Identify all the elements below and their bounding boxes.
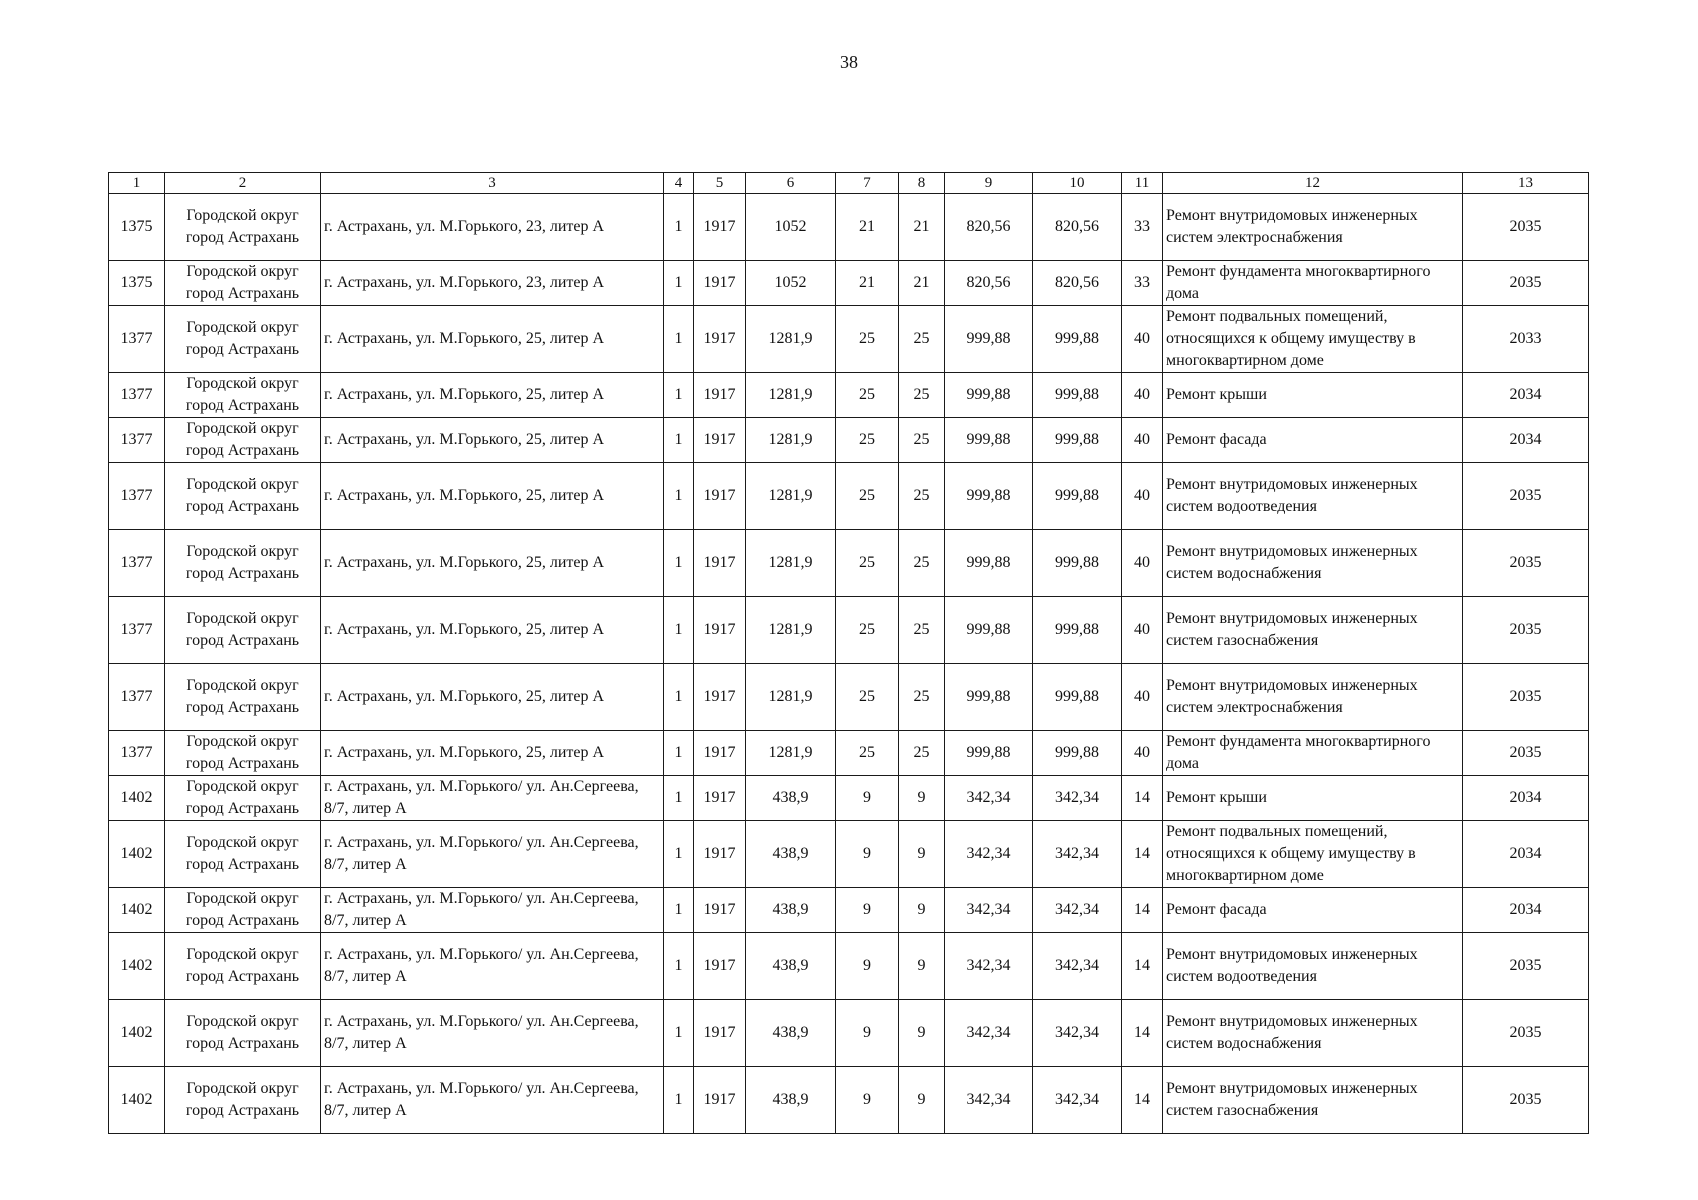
cell-municipality: Городской округ город Астрахань (165, 418, 321, 463)
cell-col-7: 25 (836, 731, 899, 776)
cell-col-7: 21 (836, 194, 899, 261)
cell-work-type: Ремонт крыши (1163, 373, 1463, 418)
cell-col-7: 25 (836, 306, 899, 373)
cell-col-7: 9 (836, 933, 899, 1000)
cell-row-number: 1377 (109, 731, 165, 776)
cell-col-7: 25 (836, 597, 899, 664)
cell-col-10: 999,88 (1033, 664, 1122, 731)
cell-col-8: 25 (899, 373, 945, 418)
cell-address: г. Астрахань, ул. М.Горького/ ул. Ан.Сергеева, 8/7, литер А (321, 821, 664, 888)
cell-col-8: 21 (899, 194, 945, 261)
cell-col-9: 820,56 (945, 261, 1033, 306)
cell-building-type: 1 (664, 261, 694, 306)
cell-col-10: 999,88 (1033, 463, 1122, 530)
cell-planned-year: 2035 (1463, 463, 1589, 530)
cell-row-number: 1377 (109, 418, 165, 463)
cell-build-year: 1917 (694, 821, 746, 888)
cell-address: г. Астрахань, ул. М.Горького/ ул. Ан.Сергеева, 8/7, литер А (321, 1067, 664, 1134)
table-row (109, 597, 1589, 664)
cell-address: г. Астрахань, ул. М.Горького, 25, литер А (321, 530, 664, 597)
cell-col-11: 40 (1122, 306, 1163, 373)
cell-building-type: 1 (664, 530, 694, 597)
cell-col-9: 999,88 (945, 664, 1033, 731)
cell-col-10: 999,88 (1033, 306, 1122, 373)
cell-row-number: 1377 (109, 373, 165, 418)
cell-total-area: 1281,9 (746, 373, 836, 418)
cell-work-type: Ремонт подвальных помещений, относящихся к общему имуществу в многоквартирном доме (1163, 821, 1463, 888)
column-header-1: 1 (109, 173, 165, 194)
cell-work-type: Ремонт крыши (1163, 776, 1463, 821)
cell-row-number: 1377 (109, 530, 165, 597)
cell-col-7: 25 (836, 463, 899, 530)
cell-row-number: 1377 (109, 306, 165, 373)
cell-work-type: Ремонт внутридомовых инженерных систем водоснабжения (1163, 530, 1463, 597)
table-row (109, 1067, 1589, 1134)
cell-col-7: 9 (836, 821, 899, 888)
cell-row-number: 1377 (109, 664, 165, 731)
cell-col-8: 9 (899, 933, 945, 1000)
cell-address: г. Астрахань, ул. М.Горького, 25, литер А (321, 597, 664, 664)
table-row (109, 776, 1589, 821)
table-row (109, 306, 1589, 373)
cell-work-type: Ремонт внутридомовых инженерных систем водоотведения (1163, 933, 1463, 1000)
cell-municipality: Городской округ город Астрахань (165, 1000, 321, 1067)
cell-planned-year: 2034 (1463, 776, 1589, 821)
cell-row-number: 1402 (109, 821, 165, 888)
cell-col-8: 25 (899, 731, 945, 776)
cell-build-year: 1917 (694, 194, 746, 261)
cell-municipality: Городской округ город Астрахань (165, 306, 321, 373)
cell-building-type: 1 (664, 306, 694, 373)
cell-col-11: 14 (1122, 1000, 1163, 1067)
cell-col-11: 14 (1122, 821, 1163, 888)
cell-col-8: 25 (899, 418, 945, 463)
cell-building-type: 1 (664, 776, 694, 821)
column-header-6: 6 (746, 173, 836, 194)
cell-col-8: 9 (899, 776, 945, 821)
cell-build-year: 1917 (694, 1000, 746, 1067)
cell-col-8: 9 (899, 888, 945, 933)
cell-col-8: 9 (899, 1000, 945, 1067)
cell-col-10: 999,88 (1033, 530, 1122, 597)
cell-address: г. Астрахань, ул. М.Горького/ ул. Ан.Сергеева, 8/7, литер А (321, 888, 664, 933)
cell-col-9: 999,88 (945, 731, 1033, 776)
cell-row-number: 1377 (109, 463, 165, 530)
cell-col-8: 25 (899, 530, 945, 597)
cell-col-11: 33 (1122, 261, 1163, 306)
cell-work-type: Ремонт фасада (1163, 888, 1463, 933)
cell-col-7: 25 (836, 418, 899, 463)
cell-col-11: 40 (1122, 664, 1163, 731)
cell-build-year: 1917 (694, 731, 746, 776)
table-header (109, 173, 1589, 194)
cell-col-7: 9 (836, 1000, 899, 1067)
cell-col-8: 25 (899, 597, 945, 664)
cell-build-year: 1917 (694, 463, 746, 530)
cell-address: г. Астрахань, ул. М.Горького, 23, литер А (321, 261, 664, 306)
cell-building-type: 1 (664, 1067, 694, 1134)
cell-building-type: 1 (664, 1000, 694, 1067)
cell-col-10: 999,88 (1033, 731, 1122, 776)
cell-work-type: Ремонт внутридомовых инженерных систем водоснабжения (1163, 1000, 1463, 1067)
cell-total-area: 1281,9 (746, 664, 836, 731)
cell-planned-year: 2035 (1463, 261, 1589, 306)
header-row (109, 173, 1589, 194)
cell-total-area: 1052 (746, 194, 836, 261)
cell-municipality: Городской округ город Астрахань (165, 530, 321, 597)
cell-col-7: 25 (836, 373, 899, 418)
table-row (109, 933, 1589, 1000)
cell-address: г. Астрахань, ул. М.Горького, 25, литер А (321, 373, 664, 418)
table-row (109, 463, 1589, 530)
cell-planned-year: 2035 (1463, 1067, 1589, 1134)
cell-build-year: 1917 (694, 261, 746, 306)
cell-address: г. Астрахань, ул. М.Горького/ ул. Ан.Сергеева, 8/7, литер А (321, 1000, 664, 1067)
cell-municipality: Городской округ город Астрахань (165, 261, 321, 306)
cell-col-9: 999,88 (945, 373, 1033, 418)
cell-work-type: Ремонт подвальных помещений, относящихся к общему имуществу в многоквартирном доме (1163, 306, 1463, 373)
cell-municipality: Городской округ город Астрахань (165, 731, 321, 776)
cell-col-8: 25 (899, 664, 945, 731)
cell-planned-year: 2035 (1463, 1000, 1589, 1067)
cell-building-type: 1 (664, 821, 694, 888)
cell-col-9: 999,88 (945, 418, 1033, 463)
cell-building-type: 1 (664, 888, 694, 933)
table-row (109, 821, 1589, 888)
cell-address: г. Астрахань, ул. М.Горького, 23, литер А (321, 194, 664, 261)
cell-col-7: 21 (836, 261, 899, 306)
cell-col-8: 9 (899, 821, 945, 888)
cell-total-area: 1281,9 (746, 418, 836, 463)
cell-municipality: Городской округ город Астрахань (165, 597, 321, 664)
cell-col-10: 999,88 (1033, 418, 1122, 463)
cell-col-9: 999,88 (945, 530, 1033, 597)
cell-row-number: 1402 (109, 888, 165, 933)
table-row (109, 261, 1589, 306)
cell-total-area: 1281,9 (746, 463, 836, 530)
cell-work-type: Ремонт внутридомовых инженерных систем электроснабжения (1163, 194, 1463, 261)
cell-build-year: 1917 (694, 373, 746, 418)
cell-col-8: 21 (899, 261, 945, 306)
cell-col-10: 820,56 (1033, 261, 1122, 306)
cell-address: г. Астрахань, ул. М.Горького, 25, литер А (321, 664, 664, 731)
cell-total-area: 1281,9 (746, 306, 836, 373)
cell-build-year: 1917 (694, 933, 746, 1000)
cell-col-11: 40 (1122, 530, 1163, 597)
cell-col-9: 342,34 (945, 776, 1033, 821)
cell-col-11: 33 (1122, 194, 1163, 261)
column-header-3: 3 (321, 173, 664, 194)
cell-build-year: 1917 (694, 888, 746, 933)
cell-planned-year: 2035 (1463, 664, 1589, 731)
cell-col-10: 999,88 (1033, 373, 1122, 418)
column-header-12: 12 (1163, 173, 1463, 194)
cell-row-number: 1375 (109, 194, 165, 261)
cell-col-7: 9 (836, 776, 899, 821)
cell-work-type: Ремонт внутридомовых инженерных систем электроснабжения (1163, 664, 1463, 731)
cell-building-type: 1 (664, 418, 694, 463)
cell-total-area: 1052 (746, 261, 836, 306)
cell-row-number: 1402 (109, 1000, 165, 1067)
cell-work-type: Ремонт внутридомовых инженерных систем водоотведения (1163, 463, 1463, 530)
cell-total-area: 438,9 (746, 933, 836, 1000)
cell-col-9: 999,88 (945, 463, 1033, 530)
cell-building-type: 1 (664, 664, 694, 731)
cell-planned-year: 2034 (1463, 373, 1589, 418)
cell-municipality: Городской округ город Астрахань (165, 373, 321, 418)
cell-col-10: 342,34 (1033, 933, 1122, 1000)
cell-col-10: 820,56 (1033, 194, 1122, 261)
cell-municipality: Городской округ город Астрахань (165, 664, 321, 731)
table-row (109, 418, 1589, 463)
cell-col-11: 14 (1122, 933, 1163, 1000)
cell-col-11: 40 (1122, 373, 1163, 418)
cell-build-year: 1917 (694, 1067, 746, 1134)
cell-row-number: 1375 (109, 261, 165, 306)
cell-col-11: 40 (1122, 731, 1163, 776)
cell-col-11: 40 (1122, 418, 1163, 463)
cell-col-10: 999,88 (1033, 597, 1122, 664)
cell-work-type: Ремонт фундамента многоквартирного дома (1163, 261, 1463, 306)
cell-col-9: 999,88 (945, 597, 1033, 664)
cell-planned-year: 2034 (1463, 888, 1589, 933)
cell-total-area: 438,9 (746, 821, 836, 888)
cell-address: г. Астрахань, ул. М.Горького, 25, литер А (321, 731, 664, 776)
cell-planned-year: 2035 (1463, 597, 1589, 664)
table-row (109, 664, 1589, 731)
cell-col-9: 342,34 (945, 821, 1033, 888)
cell-col-9: 820,56 (945, 194, 1033, 261)
cell-total-area: 438,9 (746, 888, 836, 933)
cell-build-year: 1917 (694, 597, 746, 664)
cell-col-10: 342,34 (1033, 776, 1122, 821)
cell-col-10: 342,34 (1033, 821, 1122, 888)
cell-municipality: Городской округ город Астрахань (165, 194, 321, 261)
cell-col-9: 342,34 (945, 888, 1033, 933)
cell-col-9: 342,34 (945, 1000, 1033, 1067)
cell-building-type: 1 (664, 373, 694, 418)
column-header-10: 10 (1033, 173, 1122, 194)
column-header-2: 2 (165, 173, 321, 194)
cell-building-type: 1 (664, 463, 694, 530)
cell-municipality: Городской округ город Астрахань (165, 888, 321, 933)
cell-col-7: 9 (836, 888, 899, 933)
cell-municipality: Городской округ город Астрахань (165, 1067, 321, 1134)
cell-planned-year: 2035 (1463, 194, 1589, 261)
column-header-9: 9 (945, 173, 1033, 194)
cell-row-number: 1402 (109, 776, 165, 821)
cell-col-9: 999,88 (945, 306, 1033, 373)
capital-repair-table (108, 172, 1589, 1134)
cell-row-number: 1377 (109, 597, 165, 664)
cell-planned-year: 2035 (1463, 731, 1589, 776)
cell-address: г. Астрахань, ул. М.Горького, 25, литер А (321, 306, 664, 373)
cell-building-type: 1 (664, 597, 694, 664)
cell-col-11: 14 (1122, 888, 1163, 933)
cell-building-type: 1 (664, 933, 694, 1000)
cell-total-area: 438,9 (746, 776, 836, 821)
cell-col-11: 40 (1122, 597, 1163, 664)
cell-col-7: 9 (836, 1067, 899, 1134)
cell-work-type: Ремонт фасада (1163, 418, 1463, 463)
cell-municipality: Городской округ город Астрахань (165, 463, 321, 530)
cell-planned-year: 2035 (1463, 530, 1589, 597)
cell-work-type: Ремонт внутридомовых инженерных систем газоснабжения (1163, 597, 1463, 664)
cell-building-type: 1 (664, 731, 694, 776)
cell-total-area: 1281,9 (746, 530, 836, 597)
cell-work-type: Ремонт фундамента многоквартирного дома (1163, 731, 1463, 776)
cell-col-8: 25 (899, 306, 945, 373)
cell-address: г. Астрахань, ул. М.Горького, 25, литер А (321, 463, 664, 530)
cell-col-11: 14 (1122, 1067, 1163, 1134)
cell-col-7: 25 (836, 530, 899, 597)
cell-row-number: 1402 (109, 1067, 165, 1134)
cell-col-11: 14 (1122, 776, 1163, 821)
table-row (109, 731, 1589, 776)
table-row (109, 1000, 1589, 1067)
column-header-4: 4 (664, 173, 694, 194)
cell-planned-year: 2034 (1463, 821, 1589, 888)
page-number: 38 (840, 52, 858, 72)
cell-municipality: Городской округ город Астрахань (165, 821, 321, 888)
cell-col-10: 342,34 (1033, 1000, 1122, 1067)
cell-build-year: 1917 (694, 664, 746, 731)
cell-planned-year: 2034 (1463, 418, 1589, 463)
cell-col-10: 342,34 (1033, 888, 1122, 933)
cell-col-8: 25 (899, 463, 945, 530)
cell-col-11: 40 (1122, 463, 1163, 530)
cell-build-year: 1917 (694, 418, 746, 463)
cell-build-year: 1917 (694, 776, 746, 821)
column-header-8: 8 (899, 173, 945, 194)
cell-municipality: Городской округ город Астрахань (165, 776, 321, 821)
cell-address: г. Астрахань, ул. М.Горького/ ул. Ан.Сергеева, 8/7, литер А (321, 933, 664, 1000)
cell-work-type: Ремонт внутридомовых инженерных систем газоснабжения (1163, 1067, 1463, 1134)
cell-build-year: 1917 (694, 530, 746, 597)
cell-total-area: 438,9 (746, 1067, 836, 1134)
cell-total-area: 438,9 (746, 1000, 836, 1067)
cell-col-8: 9 (899, 1067, 945, 1134)
cell-planned-year: 2035 (1463, 933, 1589, 1000)
cell-total-area: 1281,9 (746, 731, 836, 776)
table-row (109, 194, 1589, 261)
column-header-7: 7 (836, 173, 899, 194)
column-header-11: 11 (1122, 173, 1163, 194)
cell-col-10: 342,34 (1033, 1067, 1122, 1134)
cell-row-number: 1402 (109, 933, 165, 1000)
cell-col-9: 342,34 (945, 1067, 1033, 1134)
table-body (109, 194, 1589, 1134)
column-header-5: 5 (694, 173, 746, 194)
cell-col-9: 342,34 (945, 933, 1033, 1000)
cell-build-year: 1917 (694, 306, 746, 373)
cell-building-type: 1 (664, 194, 694, 261)
cell-col-7: 25 (836, 664, 899, 731)
cell-address: г. Астрахань, ул. М.Горького/ ул. Ан.Сергеева, 8/7, литер А (321, 776, 664, 821)
cell-address: г. Астрахань, ул. М.Горького, 25, литер А (321, 418, 664, 463)
table-row (109, 530, 1589, 597)
cell-municipality: Городской округ город Астрахань (165, 933, 321, 1000)
cell-total-area: 1281,9 (746, 597, 836, 664)
table-row (109, 373, 1589, 418)
column-header-13: 13 (1463, 173, 1589, 194)
table-row (109, 888, 1589, 933)
cell-planned-year: 2033 (1463, 306, 1589, 373)
